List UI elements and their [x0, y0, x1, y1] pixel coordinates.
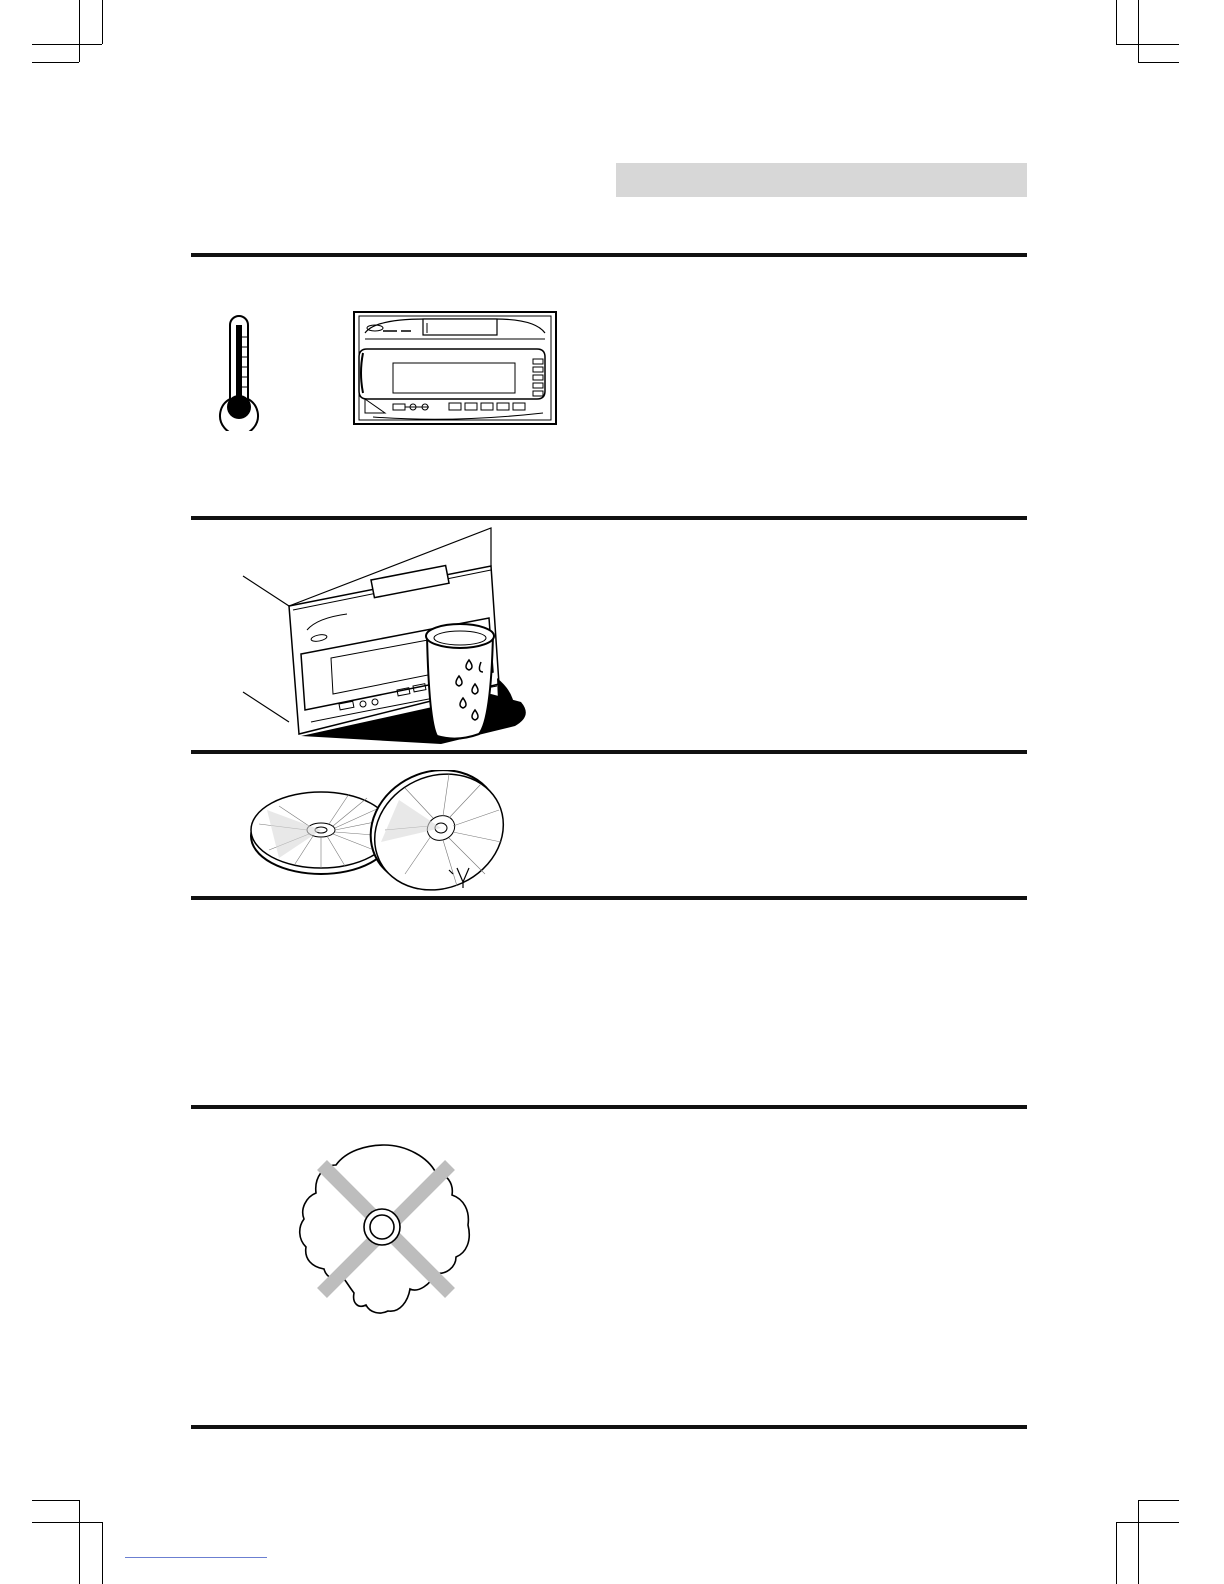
section-moisture: [191, 520, 1027, 750]
section-discs: [191, 754, 1027, 896]
header-band: [616, 163, 1027, 197]
section-blank: [191, 900, 1027, 1105]
section-irregular-discs: [191, 1109, 1027, 1425]
footer-link-underline: [125, 1557, 267, 1558]
car-stereo-with-water-glass: [241, 526, 533, 750]
thermometer-icon: [218, 315, 260, 431]
irregular-disc-prohibited-icon: [296, 1143, 472, 1317]
compact-discs: [249, 770, 511, 896]
section-rule-6: [191, 1425, 1027, 1429]
car-stereo-front-panel: [353, 311, 557, 425]
section-temperature: [191, 257, 1027, 516]
